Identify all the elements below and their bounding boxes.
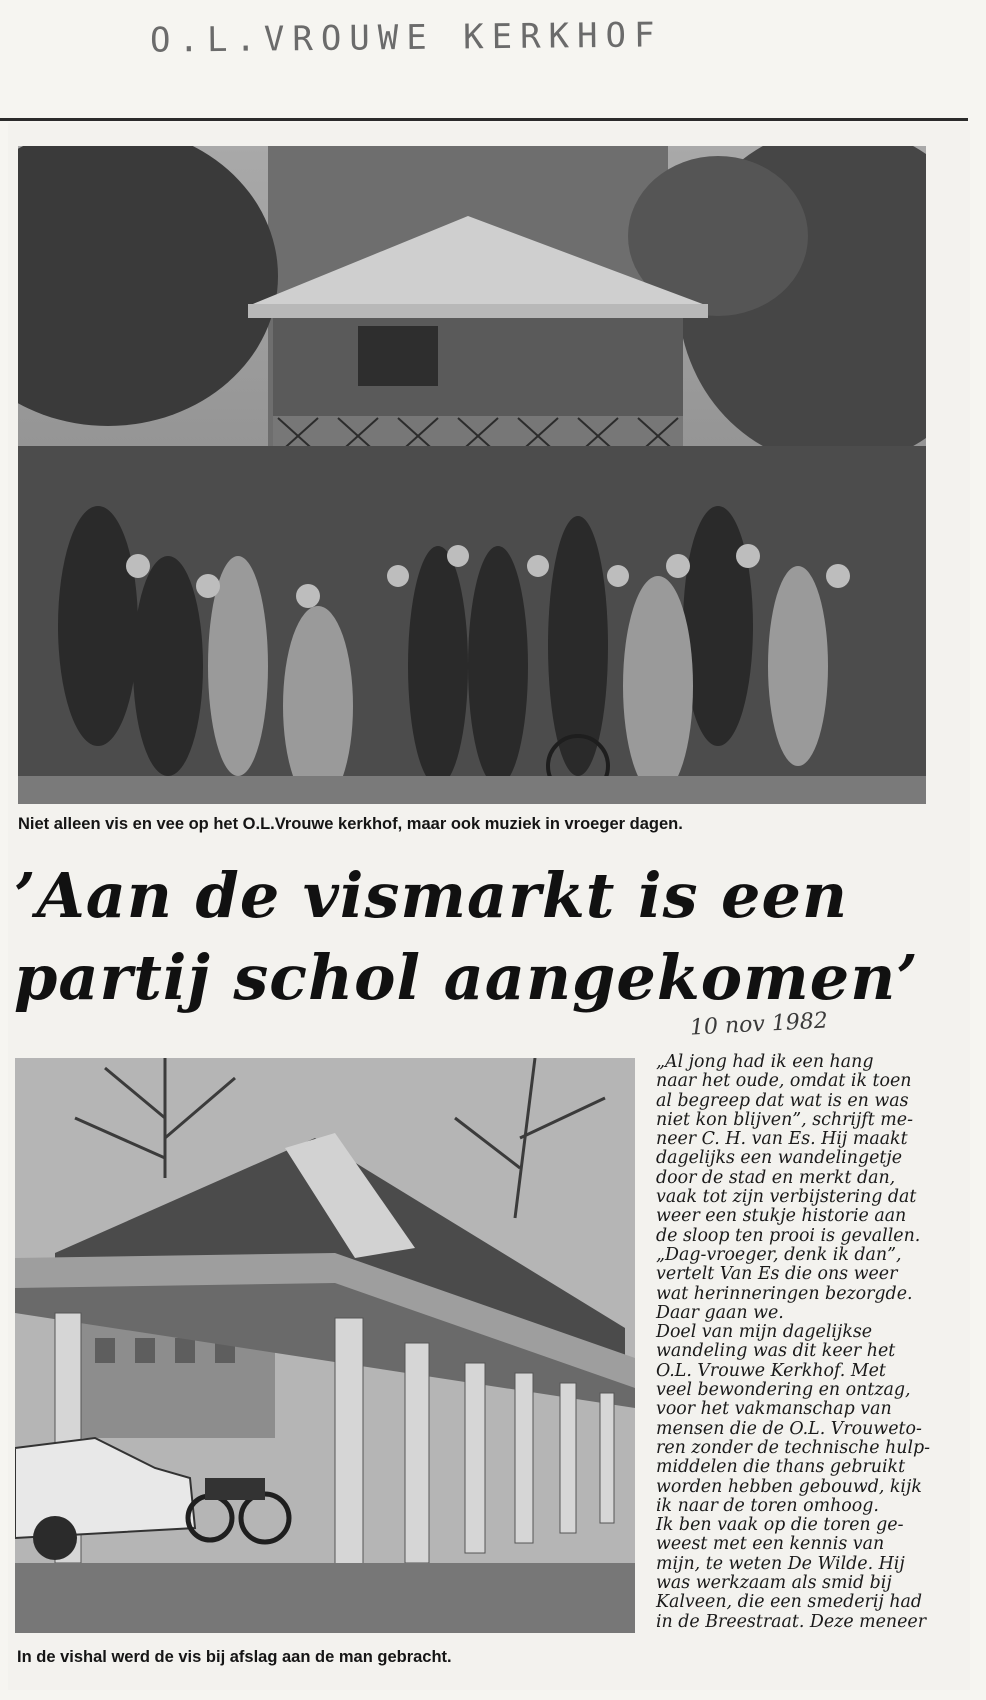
body-line: in de Breestraat. Deze meneer — [656, 1611, 927, 1632]
article-body-column — [656, 1053, 964, 1632]
body-line: mensen die de O.L. Vrouweto- — [656, 1418, 922, 1439]
body-line: de sloop ten prooi is gevallen. — [656, 1225, 921, 1246]
body-line: niet kon blijven”, schrijft me- — [656, 1109, 913, 1130]
body-line: veel bewondering en ontzag, — [656, 1380, 911, 1401]
body-line: Kalveen, die een smederij had — [656, 1592, 923, 1613]
body-line: voor het vakmanschap van — [656, 1399, 892, 1420]
headline-line-2: partij schol aangekomen’ — [14, 941, 919, 1014]
headline-line-1: ’Aan de vismarkt is een — [14, 859, 849, 932]
body-line: ik naar de toren omhoog. — [656, 1495, 879, 1516]
body-line: weest met een kennis van — [656, 1534, 885, 1555]
body-line: neer C. H. van Es. Hij maakt — [656, 1129, 908, 1150]
body-line: al begreep dat wat is en was — [656, 1090, 909, 1111]
body-line: worden hebben gebouwd, kijk — [656, 1476, 922, 1497]
top-divider-rule — [0, 118, 968, 121]
body-line: vaak tot zijn verbijstering dat — [656, 1187, 917, 1208]
body-line: Doel van mijn dagelijkse — [656, 1322, 873, 1343]
article-headline — [14, 855, 964, 1019]
body-line: vertelt Van Es die ons weer — [656, 1264, 898, 1285]
handwritten-archive-label: O.L.VROUWE KERKHOF — [149, 15, 663, 61]
body-line: mijn, te weten De Wilde. Hij — [656, 1553, 905, 1574]
body-line: naar het oude, omdat ik toen — [656, 1071, 912, 1092]
handwritten-date: 10 nov 1982 — [689, 1008, 829, 1041]
body-line: Ik ben vaak op die toren ge- — [656, 1515, 904, 1536]
bandstand-crowd-photo — [18, 146, 926, 804]
body-line: wandeling was dit keer het — [656, 1341, 896, 1362]
body-line: „Al jong had ik een hang — [656, 1052, 874, 1072]
body-line: door de stad en merkt dan, — [656, 1167, 896, 1188]
body-line: ren zonder de technische hulp- — [656, 1437, 931, 1458]
body-line: Daar gaan we. — [656, 1302, 784, 1323]
body-line: dagelijks een wandelingetje — [656, 1148, 903, 1169]
fish-hall-photo — [15, 1058, 635, 1633]
body-line: weer een stukje historie aan — [656, 1206, 907, 1227]
top-photo-caption: Niet alleen vis en vee op het O.L.Vrouwe kerkhof, maar ook muziek in vroeger dagen. — [18, 815, 683, 833]
body-line: middelen die thans gebruikt — [656, 1457, 906, 1478]
body-line: O.L. Vrouwe Kerkhof. Met — [656, 1360, 886, 1381]
body-line: „Dag-vroeger, denk ik dan”, — [656, 1244, 902, 1265]
body-line: wat herinneringen bezorgde. — [656, 1283, 913, 1304]
body-line: was werkzaam als smid bij — [656, 1573, 892, 1594]
bottom-photo-caption: In de vishal werd de vis bij afslag aan de man gebracht. — [17, 1648, 452, 1666]
